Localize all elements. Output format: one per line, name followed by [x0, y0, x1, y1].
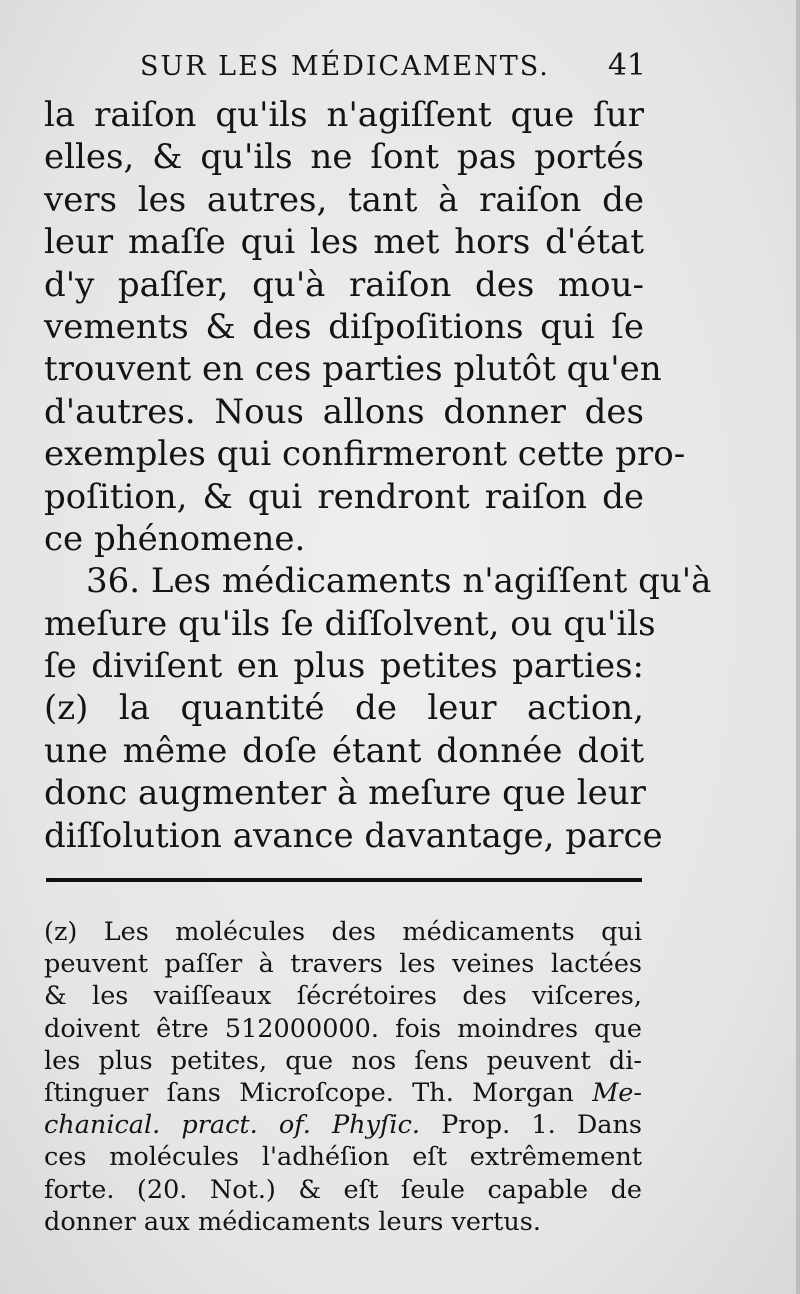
- text-line: vements & des diſpoſitions qui ſe: [44, 306, 644, 347]
- footnote-line: [44, 1077, 642, 1109]
- main-text: [44, 94, 712, 857]
- footnote: [44, 916, 642, 1238]
- page-edge: [796, 0, 800, 1294]
- footnote-italic-title: Me-: [592, 1077, 643, 1108]
- footnote-line: les plus petites, que nos ſens peuvent di-: [44, 1045, 642, 1076]
- text-line: (z) la quantité de leur action,: [44, 688, 644, 729]
- text-line: trouvent en ces parties plutôt qu'en: [44, 349, 662, 390]
- text-line: d'autres. Nous allons donner des: [44, 391, 644, 432]
- page-number: 41: [607, 48, 646, 83]
- text-line: ſe diviſent en plus petites parties:: [44, 646, 644, 687]
- footnote-text: ſtinguer ſans Microſcope. Th. Morgan: [44, 1077, 574, 1108]
- footnote-line: forte. (20. Not.) & eſt ſeule capable de: [44, 1174, 642, 1205]
- footnote-italic-title: chanical. pract. of. Phyſic.: [44, 1110, 420, 1141]
- footnote-line: donner aux médicaments leurs vertus.: [44, 1206, 541, 1237]
- text-line: meſure qu'ils ſe diſſolvent, ou qu'ils: [44, 603, 656, 644]
- footnote-text: Prop. 1. Dans: [419, 1110, 643, 1141]
- page-header: [140, 48, 646, 94]
- text-line: elles, & qu'ils ne ſont pas portés: [44, 137, 644, 178]
- text-line: diſſolution avance davantage, parce: [44, 815, 663, 856]
- paragraph-start-line: 36. Les médicaments n'agiſſent qu'à: [86, 561, 712, 602]
- running-title: SUR LES MÉDICAMENTS.: [140, 51, 550, 82]
- text-line: vers les autres, tant à raiſon de: [44, 179, 644, 220]
- footnote-line: (z) Les molécules des médicaments qui: [44, 917, 642, 947]
- footnote-line: doivent être 512000000. fois moindres que: [44, 1013, 642, 1044]
- text-line: leur maſſe qui les met hors d'état: [44, 222, 644, 263]
- footnote-line: ces molécules l'adhéſion eſt extrêmement: [44, 1142, 642, 1173]
- footnote-line: [44, 1109, 642, 1141]
- text-line: d'y paſſer, qu'à raiſon des mou-: [44, 264, 644, 305]
- text-line: donc augmenter à meſure que leur: [44, 773, 646, 814]
- text-line: poſition, & qui rendront raiſon de: [44, 476, 644, 517]
- text-line: exemples qui confirmeront cette pro-: [44, 434, 686, 475]
- footnote-line: peuvent paſſer à travers les veines lactées: [44, 949, 642, 980]
- text-line: une même doſe étant donnée doit: [44, 730, 644, 771]
- text-line: ce phénomene.: [44, 518, 306, 559]
- text-line: la raiſon qu'ils n'agiſſent que ſur: [44, 95, 644, 135]
- footnote-divider: [46, 878, 642, 882]
- footnote-line: & les vaiſſeaux ſécrétoires des viſceres,: [44, 981, 642, 1012]
